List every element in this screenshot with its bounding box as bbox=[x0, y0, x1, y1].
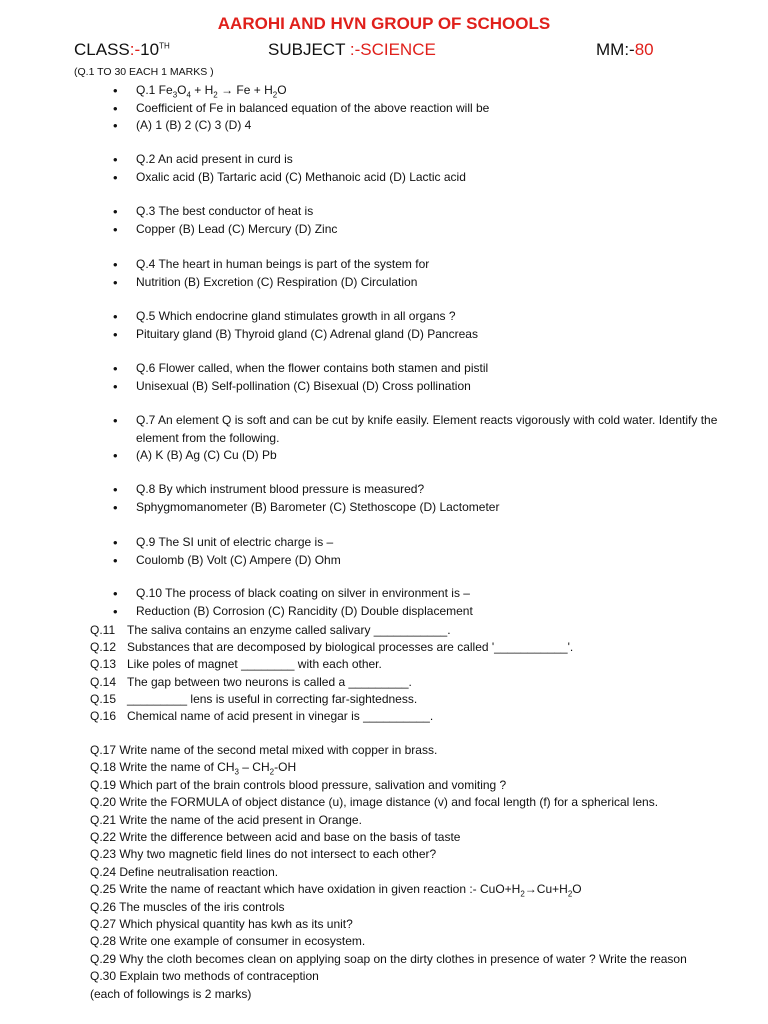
question-options: • Pituitary gland (B) Thyroid gland (C) Adrenal gland (D) Pancreas bbox=[0, 326, 768, 344]
reaction-arrow-icon: → bbox=[524, 882, 537, 897]
question-options: • (A) 1 (B) 2 (C) 3 (D) 4 bbox=[0, 117, 768, 135]
question-11: Q.11 The saliva contains an enzyme called salivary ___________. bbox=[90, 623, 451, 637]
question-26: Q.26 The muscles of the iris controls bbox=[90, 899, 285, 914]
question-10 bbox=[0, 585, 768, 620]
question-text: • Q.9 The SI unit of electric charge is – bbox=[0, 534, 768, 552]
fill-in-blanks bbox=[90, 622, 573, 725]
subject-info bbox=[268, 40, 436, 60]
class-sup: TH bbox=[159, 41, 170, 51]
question-4 bbox=[0, 256, 768, 291]
question-18: Q.18 Write the name of $CH_3 - CH_2-OH$ bbox=[90, 760, 297, 777]
question-8 bbox=[0, 481, 768, 516]
question-23: Q.23 Why two magnetic field lines do not intersect to each other? bbox=[90, 847, 437, 862]
section-footer-note: (each of followings is 2 marks) bbox=[90, 986, 252, 1001]
question-9 bbox=[0, 534, 768, 569]
subject-value: :-SCIENCE bbox=[349, 40, 436, 59]
question-13: Q.13 Like poles of magnet ________ with each other. bbox=[90, 657, 382, 672]
class-label: CLASS bbox=[74, 40, 130, 59]
exam-header bbox=[0, 40, 768, 64]
question-12: Q.12 Substances that are decomposed by biological processes are called '___________'. bbox=[90, 640, 574, 655]
question-1 bbox=[0, 82, 768, 135]
question-25: Q.25 Write the name of reactant which have oxidation in given reaction :- $CuO+H_2\to Cu+H_2O$ bbox=[90, 882, 582, 899]
question-17: Q.17 Write name of the second metal mixed with copper in brass. bbox=[90, 743, 438, 757]
short-answer-questions bbox=[90, 742, 687, 1003]
question-options: • Nutrition (B) Excretion (C) Respiration (D) Circulation bbox=[0, 274, 768, 292]
question-3 bbox=[0, 203, 768, 238]
question-29: Q.29 Why the cloth becomes clean on applying soap on the dirty clothes in presence of water ? Write the reason bbox=[90, 951, 687, 966]
question-text: • Q.3 The best conductor of heat is bbox=[0, 203, 768, 221]
mm-value: 80 bbox=[634, 40, 654, 59]
question-text: • Q.6 Flower called, when the flower contains both stamen and pistil bbox=[0, 360, 768, 378]
max-marks bbox=[596, 40, 654, 60]
question-options: • Oxalic acid (B) Tartaric acid (C) Methanoic acid (D) Lactic acid bbox=[0, 169, 768, 187]
marks-note: (Q.1 TO 30 EACH 1 MARKS ) bbox=[74, 66, 214, 78]
question-text: • Coefficient of Fe in balanced equation of the above reaction will be bbox=[0, 100, 768, 118]
question-6 bbox=[0, 360, 768, 395]
question-24: Q.24 Define neutralisation reaction. bbox=[90, 864, 279, 879]
class-value: 10 bbox=[140, 40, 160, 59]
question-text: • Q.2 An acid present in curd is bbox=[0, 151, 768, 169]
question-options: • Coulomb (B) Volt (C) Ampere (D) Ohm bbox=[0, 552, 768, 570]
question-options: • Reduction (B) Corrosion (C) Rancidity (D) Double displacement bbox=[0, 603, 768, 621]
school-title: AAROHI AND HVN GROUP OF SCHOOLS bbox=[217, 14, 551, 33]
question-16: Q.16 Chemical name of acid present in vinegar is __________. bbox=[90, 709, 434, 724]
question-28: Q.28 Write one example of consumer in ecosystem. bbox=[90, 934, 366, 949]
question-22: Q.22 Write the difference between acid and base on the basis of taste bbox=[90, 830, 461, 845]
question-2 bbox=[0, 151, 768, 186]
question-20: Q.20 Write the FORMULA of object distance (u), image distance (v) and focal length (f) for a spherical lens. bbox=[90, 795, 659, 810]
question-text: • Q.4 The heart in human beings is part of the system for bbox=[0, 256, 768, 274]
question-21: Q.21 Write the name of the acid present in Orange. bbox=[90, 812, 362, 827]
class-info bbox=[74, 40, 170, 60]
question-text: • Q.10 The process of black coating on silver in environment is – bbox=[0, 585, 768, 603]
question-30: Q.30 Explain two methods of contraception bbox=[90, 969, 319, 984]
question-15: Q.15 _________ lens is useful in correcting far-sightedness. bbox=[90, 691, 418, 706]
question-text: • Q.8 By which instrument blood pressure is measured? bbox=[0, 481, 768, 499]
question-text: • Q.1 $Fe_3O_4 + H_2 \to Fe + H_2O$ bbox=[0, 82, 768, 100]
question-19: Q.19 Which part of the brain controls blood pressure, salivation and vomiting ? bbox=[90, 777, 507, 792]
question-14: Q.14 The gap between two neurons is called a _________. bbox=[90, 674, 412, 689]
question-options: • Sphygmomanometer (B) Barometer (C) Stethoscope (D) Lactometer bbox=[0, 499, 768, 517]
mm-label: MM:- bbox=[596, 40, 635, 59]
question-options: • Copper (B) Lead (C) Mercury (D) Zinc bbox=[0, 221, 768, 239]
question-7 bbox=[0, 412, 768, 465]
question-options: • (A) K (B) Ag (C) Cu (D) Pb bbox=[0, 447, 768, 465]
subject-label: SUBJECT bbox=[268, 40, 350, 59]
question-text: • Q.5 Which endocrine gland stimulates growth in all organs ? bbox=[0, 308, 768, 326]
class-sep: :- bbox=[129, 40, 141, 59]
question-text: • Q.7 An element Q is soft and can be cut by knife easily. Element reacts vigorously with cold water. Identify the element from the following. bbox=[0, 412, 736, 447]
question-options: • Unisexual (B) Self-pollination (C) Bisexual (D) Cross pollination bbox=[0, 378, 768, 396]
question-27: Q.27 Which physical quantity has kwh as its unit? bbox=[90, 917, 353, 932]
question-5 bbox=[0, 308, 768, 343]
